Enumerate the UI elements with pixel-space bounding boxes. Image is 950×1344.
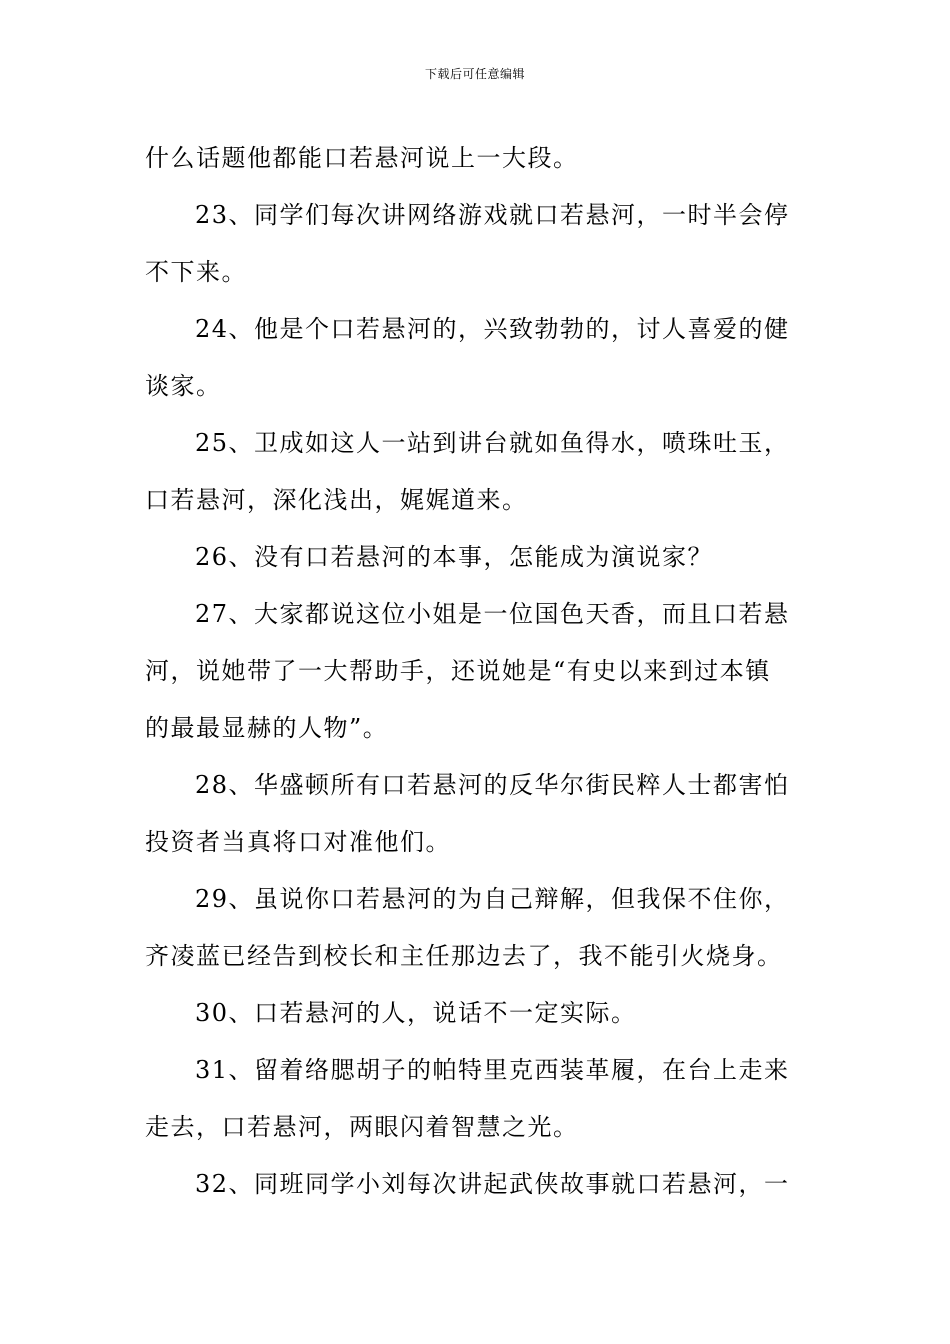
paragraph [145,586,805,757]
paragraph-line: 30、口若悬河的人，说话不一定实际。 [195,999,637,1027]
paragraph [145,415,805,529]
page-header: 下载后可任意编辑 [424,67,525,81]
paragraph-line: 31、留着络腮胡子的帕特里克西装革履，在台上走来 [195,1056,790,1084]
paragraph-line: 谈家。 [145,372,222,400]
paragraph-line: 的最最显赫的人物”。 [145,714,389,742]
paragraph [145,130,805,187]
paragraph [145,301,805,415]
paragraph-line: 什么话题他都能口若悬河说上一大段。 [145,144,579,172]
paragraph-line: 齐凌蓝已经告到校长和主任那边去了，我不能引火烧身。 [145,942,783,970]
paragraph [145,1042,805,1156]
paragraph-line: 投资者当真将口对准他们。 [145,828,451,856]
paragraph [145,757,805,871]
paragraph-line: 24、他是个口若悬河的，兴致勃勃的，讨人喜爱的健 [195,315,790,343]
paragraph-line: 河，说她带了一大帮助手，还说她是“有史以来到过本镇 [145,657,771,685]
paragraph [145,187,805,301]
paragraph-line: 23、同学们每次讲网络游戏就口若悬河，一时半会停 [195,201,790,229]
paragraph-line: 口若悬河，深化浅出，娓娓道来。 [145,486,528,514]
paragraph-line: 25、卫成如这人一站到讲台就如鱼得水，喷珠吐玉， [195,429,790,457]
document-body [145,130,805,1213]
paragraph [145,871,805,985]
paragraph-line: 32、同班同学小刘每次讲起武侠故事就口若悬河，一 [195,1170,790,1198]
paragraph-line: 27、大家都说这位小姐是一位国色天香，而且口若悬 [195,600,790,628]
paragraph-line: 28、华盛顿所有口若悬河的反华尔街民粹人士都害怕 [195,771,790,799]
paragraph [145,529,805,586]
paragraph-line: 走去，口若悬河，两眼闪着智慧之光。 [145,1113,579,1141]
paragraph-line: 不下来。 [145,258,247,286]
paragraph-line: 26、没有口若悬河的本事，怎能成为演说家？ [195,543,714,571]
paragraph [145,985,805,1042]
paragraph [145,1156,805,1213]
paragraph-line: 29、虽说你口若悬河的为自己辩解，但我保不住你， [195,885,790,913]
